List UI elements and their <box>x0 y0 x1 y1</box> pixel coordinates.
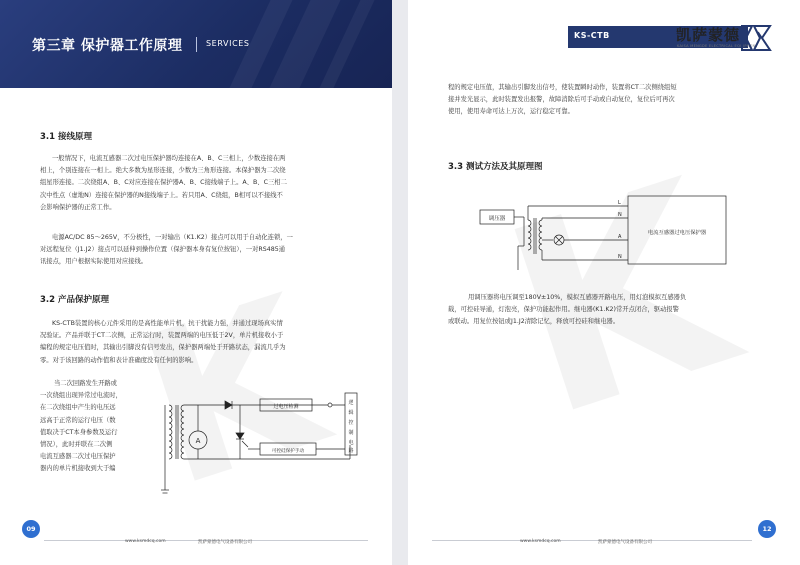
page-number-right: 12 <box>758 520 776 538</box>
ammeter-label: A <box>195 437 201 445</box>
section-3-2-para-2: 当二次回路发生开路或 一次绕组出现异常过电流时， 在二次绕组中产生的电压远 远高于正常的运行电压（数 值取决于CT本身参数及运行 情况），此时并联在二次侧 电流互感器二次过电压保护 器内的单片机接收到大于编 <box>40 380 122 473</box>
footer-url-left: www.ksmdcq.com <box>125 539 166 544</box>
brand-english: KAISA MENGDE ELECTRICAL EQUIPMENT <box>677 44 758 48</box>
section-3-2-title: 3.2 产品保护原理 <box>40 295 110 305</box>
left-page <box>0 0 392 565</box>
svg-text:制: 制 <box>348 430 354 436</box>
footer-url-right: www.ksmdcq.com <box>520 539 561 544</box>
section-3-2-para-1: KS-CTB装置的核心元件采用的是高性能单片机，抗干扰能力强，并通过现场真实情 况验证。产品并联于CT二次侧，正常运行时，装置两端的电压低于2V，单片机接收小于 编程的规定电压值时，其输出引脚没有信号发出，保护器两端处于开路状态，漏流几乎为 零。对于该回路的动作值和表计准确度没有任何的影响。 <box>40 320 286 364</box>
device-label: 电流互感器过电压保护器 <box>647 230 707 236</box>
svg-text:N: N <box>618 212 622 218</box>
page-number-left: 09 <box>22 520 40 538</box>
product-code: KS-CTB <box>574 31 610 40</box>
chapter-header <box>0 0 392 88</box>
svg-text:A: A <box>618 234 622 240</box>
overvoltage-detect-label: 过电压检测 <box>273 404 299 410</box>
section-3-1-para-1: 一般情况下，电流互感器二次过电压保护器均连接在A、B、C三相上，少数连接在两 相上，个别连接在一相上。绝大多数为星形连接，少数为三角形连接。本保护器为二次绕 组星形连接。二次绕组A、B、C对应连接在保护器A、B、C接线端子上。A、B、C三相二 次中性点（虚地N）连接在保护器的N接线端子上。若只用A、C绕组，B相可以不接线不 会影响保护器的正常工作。 <box>40 155 287 211</box>
right-page <box>408 0 800 565</box>
footer-company-left: 凯萨蒙德电气设备有限公司 <box>198 540 252 545</box>
svg-text:N: N <box>618 254 622 260</box>
chapter-title: 第三章 保护器工作原理 <box>32 38 183 54</box>
svg-text:路: 路 <box>348 448 354 454</box>
brand-header <box>408 0 800 64</box>
section-3-1-para-2: 电源AC/DC 85～265V，不分极性，一对输出（K1.K2）接点可以用于自动化连锁，一 对远程复位（J1.J2）接点可以延伸到操作位置（保护器本身有复位按钮），一对RS485通 讯接点，用户根据实际使用对应接线。 <box>40 234 293 266</box>
header-divider <box>196 37 197 52</box>
svg-text:逻: 逻 <box>348 400 354 406</box>
brand-logo-icon <box>738 22 774 54</box>
section-3-2-continued: 程的规定电压值，其输出引脚发出信号，使装置瞬时动作，装置将CT二次侧绕组短 接并发光显示，此时装置发出报警，故障消除后可手动或自动复位，复位后可再次 使用，使用寿命可达上万次，运行稳定可靠。 <box>448 84 677 116</box>
chapter-subtitle: SERVICES <box>206 39 250 48</box>
section-3-1-title: 3.1 接线原理 <box>40 132 93 142</box>
section-3-3-title: 3.3 测试方法及其原理图 <box>448 162 543 172</box>
protection-circuit-diagram <box>160 385 370 500</box>
svg-text:控: 控 <box>348 420 354 426</box>
section-3-3-para: 用调压器将电压调至180V±10%，模拟互感器开路电压，用灯泡模拟互感器负 载，可控硅导通，灯泡亮，保护功能起作用。继电器(K1.K2)常开点闭合，驱动报警 或联动。用复位按钮或J1.J2清除记忆，释放可控硅和继电器。 <box>448 294 687 326</box>
test-circuit-diagram <box>478 190 738 280</box>
svg-text:辑: 辑 <box>348 410 354 416</box>
thyristor-protect-label: 可控硅保护手动 <box>271 449 305 454</box>
svg-text:电: 电 <box>348 440 354 446</box>
footer-company-right: 凯萨蒙德电气设备有限公司 <box>598 540 652 545</box>
svg-text:L: L <box>618 200 621 206</box>
footer-divider-right <box>432 540 752 541</box>
regulator-label: 调压器 <box>488 216 506 222</box>
brand-name: 凯萨蒙德 <box>676 26 741 44</box>
